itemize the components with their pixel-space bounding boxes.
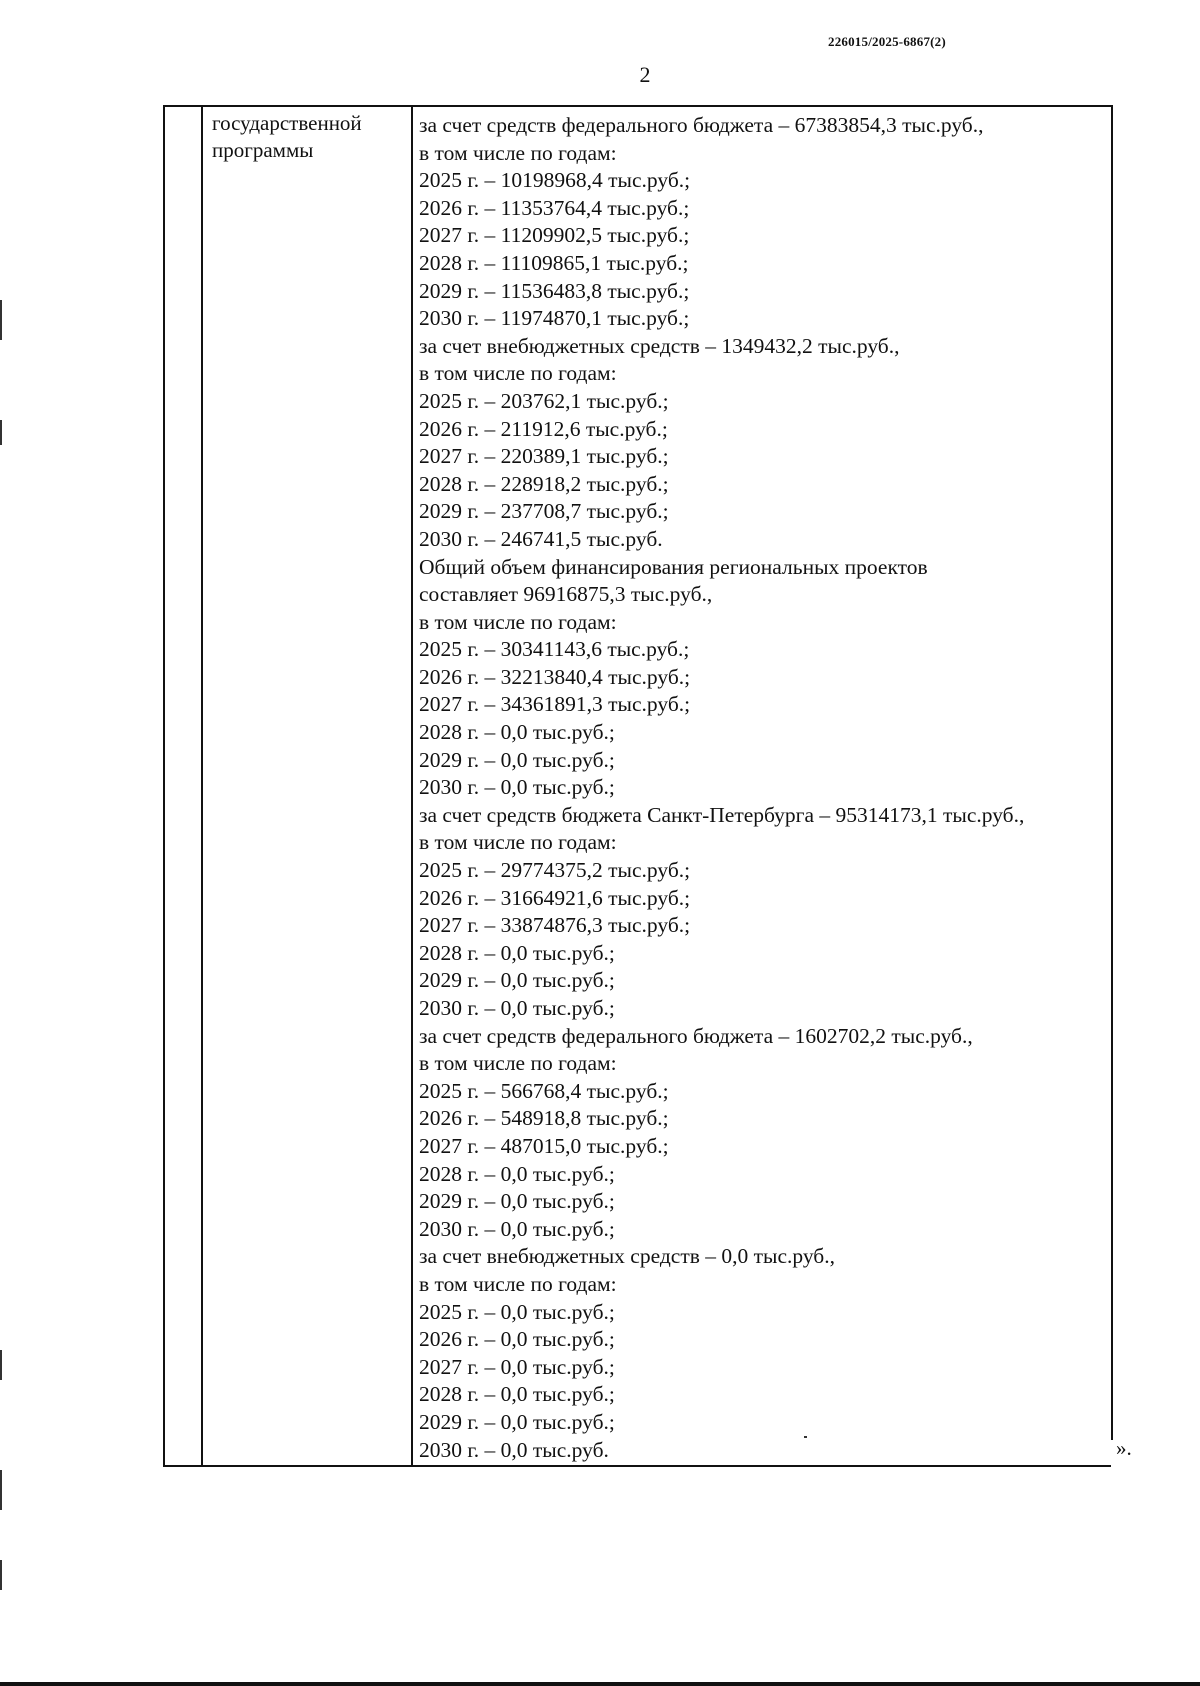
content-line: 2027 г. – 220389,1 тыс.руб.; <box>419 444 669 469</box>
closing-quote: ». <box>1116 1436 1132 1460</box>
content-line: 2029 г. – 0,0 тыс.руб.; <box>419 968 615 993</box>
content-line: 2029 г. – 237708,7 тыс.руб.; <box>419 499 669 524</box>
content-line: 2027 г. – 11209902,5 тыс.руб.; <box>419 223 690 248</box>
scan-edge-mark <box>0 1560 2 1590</box>
content-line: в том числе по годам: <box>419 609 617 634</box>
content-line: 2030 г. – 0,0 тыс.руб. <box>419 1437 609 1462</box>
content-line: 2030 г. – 0,0 тыс.руб.; <box>419 996 615 1020</box>
content-line: 2028 г. – 0,0 тыс.руб.; <box>419 1382 615 1407</box>
scan-edge-mark <box>0 1350 2 1380</box>
content-line: 2030 г. – 0,0 тыс.руб.; <box>419 775 615 800</box>
content-line: 2026 г. – 0,0 тыс.руб.; <box>419 1327 615 1352</box>
content-line: 2026 г. – 548918,8 тыс.руб.; <box>419 1106 669 1131</box>
content-line: в том числе по годам: <box>419 1051 617 1076</box>
content-line: 2025 г. – 0,0 тыс.руб.; <box>419 1299 615 1324</box>
content-line: 2025 г. – 203762,1 тыс.руб.; <box>419 388 669 413</box>
table-label-cell <box>212 110 412 164</box>
content-line: 2029 г. – 11536483,8 тыс.руб.; <box>419 278 690 303</box>
content-line: 2030 г. – 11974870,1 тыс.руб.; <box>419 306 690 331</box>
content-line: 2025 г. – 30341143,6 тыс.руб.; <box>419 637 690 662</box>
content-line: 2025 г. – 10198968,4 тыс.руб.; <box>419 168 691 193</box>
content-line: за счет средств федерального бюджета – 1602702,2 тыс.руб., <box>419 1023 973 1048</box>
content-line: 2027 г. – 487015,0 тыс.руб.; <box>419 1133 669 1158</box>
content-line: в том числе по годам: <box>419 1271 617 1296</box>
content-line: в том числе по годам: <box>419 361 617 386</box>
content-line: 2028 г. – 11109865,1 тыс.руб.; <box>419 250 689 275</box>
content-line: за счет внебюджетных средств – 1349432,2 тыс.руб., <box>419 333 900 358</box>
content-line: 2026 г. – 31664921,6 тыс.руб.; <box>419 885 691 910</box>
page-number: 2 <box>639 62 651 87</box>
content-line: 2027 г. – 33874876,3 тыс.руб.; <box>419 913 691 938</box>
content-line: 2028 г. – 0,0 тыс.руб.; <box>419 940 615 965</box>
content-line: 2028 г. – 228918,2 тыс.руб.; <box>419 471 669 496</box>
content-line: 2029 г. – 0,0 тыс.руб.; <box>419 1409 615 1434</box>
content-line: 2026 г. – 32213840,4 тыс.руб.; <box>419 664 691 689</box>
table-column-divider <box>201 107 203 1465</box>
content-line: 2027 г. – 34361891,3 тыс.руб.; <box>419 692 691 717</box>
scan-edge-mark <box>0 1470 2 1510</box>
content-line: в том числе по годам: <box>419 140 617 165</box>
content-line: 2025 г. – 29774375,2 тыс.руб.; <box>419 858 691 883</box>
page-bottom-edge <box>0 1682 1200 1686</box>
table-content-cell <box>419 112 1119 1464</box>
content-line: за счет средств федерального бюджета – 67383854,3 тыс.руб., <box>419 113 984 137</box>
content-line: 2025 г. – 566768,4 тыс.руб.; <box>419 1078 669 1103</box>
content-line: 2029 г. – 0,0 тыс.руб.; <box>419 1189 615 1214</box>
content-line: 2028 г. – 0,0 тыс.руб.; <box>419 1161 615 1186</box>
scan-edge-mark <box>0 420 2 445</box>
content-line: 2027 г. – 0,0 тыс.руб.; <box>419 1354 615 1379</box>
scan-speck <box>804 1436 807 1438</box>
table-column-divider <box>411 107 413 1465</box>
document-registration-number: 226015/2025-6867(2) <box>828 34 946 49</box>
label-line: государственной <box>212 111 362 135</box>
content-line: 2026 г. – 11353764,4 тыс.руб.; <box>419 195 690 220</box>
label-line: программы <box>212 138 314 162</box>
content-line: 2028 г. – 0,0 тыс.руб.; <box>419 720 615 745</box>
content-line: за счет внебюджетных средств – 0,0 тыс.руб., <box>419 1244 835 1269</box>
content-line: составляет 96916875,3 тыс.руб., <box>419 582 713 607</box>
scan-edge-mark <box>0 300 2 340</box>
content-line: 2029 г. – 0,0 тыс.руб.; <box>419 747 615 772</box>
content-line: Общий объем финансирования региональных проектов <box>419 554 928 579</box>
content-line: 2026 г. – 211912,6 тыс.руб.; <box>419 416 668 441</box>
content-line: в том числе по годам: <box>419 830 617 855</box>
content-line: 2030 г. – 246741,5 тыс.руб. <box>419 526 663 551</box>
content-line: за счет средств бюджета Санкт-Петербурга – 95314173,1 тыс.руб., <box>419 802 1025 827</box>
content-line: 2030 г. – 0,0 тыс.руб.; <box>419 1216 615 1241</box>
